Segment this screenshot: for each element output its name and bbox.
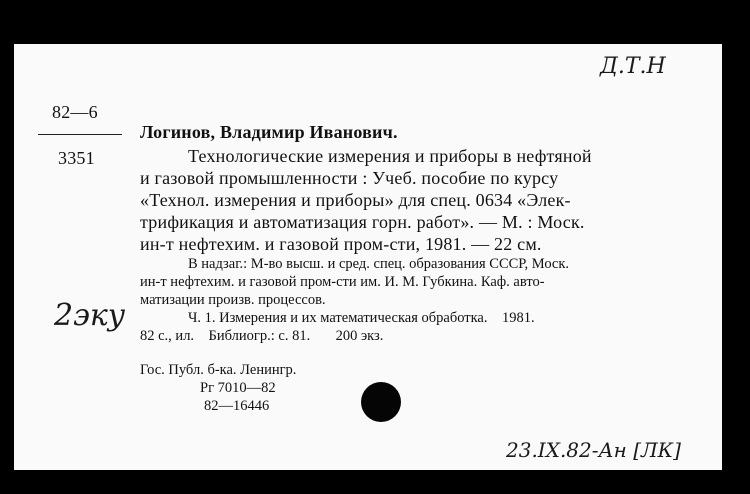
title-line-4: трификация и автоматизация горн. работ». — М. : Моск. (140, 212, 585, 232)
note-line-3: матизации произв. процессов. (140, 292, 326, 308)
library-code: Рг 7010—82 (200, 380, 276, 396)
classification-number: 82—6 (52, 102, 98, 122)
handwritten-annotation-top: Д.Т.Н (600, 54, 666, 79)
title-line-1: Технологические измерения и приборы в нефтяной (188, 146, 592, 166)
title-line-2: и газовой промышленности : Учеб. пособие по курсу (140, 168, 559, 188)
punch-hole (361, 382, 401, 422)
catalog-card (14, 44, 722, 470)
library-number: 82—16446 (204, 398, 270, 414)
handwritten-annotation-bottom: 23.IX.82-Ан [ЛК] (506, 438, 681, 462)
author-heading: Логинов, Владимир Иванович. (140, 122, 398, 142)
classification-divider (38, 134, 122, 135)
title-line-3: «Технол. измерения и приборы» для спец. 0634 «Элек- (140, 190, 571, 210)
note-line-2: ин-т нефтехим. и газовой пром-сти им. И. М. Губкина. Каф. авто- (140, 274, 545, 290)
library-name: Гос. Публ. б-ка. Ленингр. (140, 362, 297, 378)
part-line-1: Ч. 1. Измерения и их математическая обработка. 1981. (188, 310, 535, 326)
title-line-5: ин-т нефтехим. и газовой пром-сти, 1981. — 22 см. (140, 234, 542, 254)
part-line-2: 82 с., ил. Библиогр.: с. 81. 200 экз. (140, 328, 384, 344)
catalog-number: 3351 (58, 148, 95, 168)
note-line-1: В надзаг.: М-во высш. и сред. спец. образования СССР, Моск. (188, 256, 570, 272)
handwritten-annotation-left: 2эку (54, 298, 126, 333)
